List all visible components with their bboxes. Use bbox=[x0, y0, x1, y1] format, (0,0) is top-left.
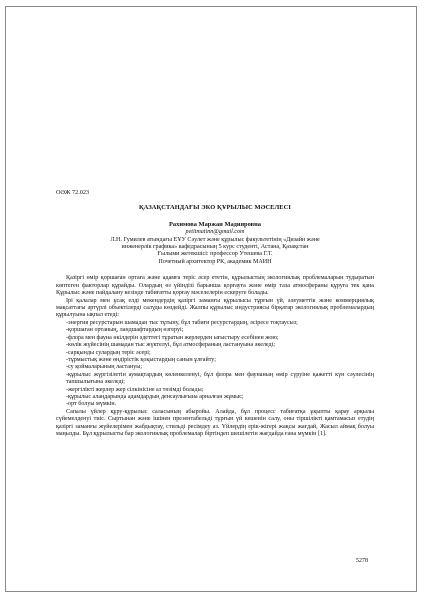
list-item: -құрылыс алаңдарында адамдардың денсаулығына арналған жұмыс; bbox=[66, 394, 244, 401]
body-paragraph: -энергия ресурстарын шамадан тыс тұтыну, бұл табиғи ресурстардың, әсіресе тоқтаусыз; bbox=[66, 319, 298, 326]
article-content bbox=[56, 189, 374, 439]
body-paragraph: Ірі қалалар мен ұсақ елді мекендердің қазіргі заманғы құрылысы тұрғын үй, әлеуметтік және коммерциялық мақсаттағы әртүрлі объектілерді салуды көздейді. Жалпы құрылыс индустриясы бірқатар экологиялық проблемалардың құрылуына ықпал етеді: bbox=[56, 297, 374, 319]
author-name: Рахимова Маржан Мадияровна bbox=[169, 221, 261, 229]
affiliation-line: Ғылыми жетекшісі: профессор Утешева Г.Т. bbox=[157, 251, 273, 258]
list-item: -тұрмыстық және өндірістік қоқыстардың санын ұлғайту; bbox=[66, 356, 216, 363]
list-item: -жергілікті жерлер жер сілкінісіне аз төзімді болады; bbox=[66, 386, 204, 393]
list-item: -орт болуы мүмкін. bbox=[66, 401, 117, 408]
closing-paragraph: Сапалы үйлер құру-құрылыс саласының абыройы. Алайда, бұл процесс табиғатқа ұқыпты қарау арқылы сүйемелденуі тиіс. Сыртынан және ішінен презентабельді тұрғын үй кешенін салу, оны тіршілікті қамтамасыз етудің қазіргі заманғы жүйелерімен жабдықтау, стильді ресімдеу аз. Үйлердің ерік-жігері жақсы жағдай, Жасыл аймақ болуы маңызды. Бұл құрылысты бар экологиялық проблемалар біртіндеп шешілетін жағдайда ғана мүмкін [1]. bbox=[56, 408, 374, 438]
affiliation-line: Почетный архитектор РК, академик МАИН bbox=[158, 258, 272, 265]
udc-code: ОӘЖ 72.023 bbox=[56, 189, 90, 196]
article-title: ҚАЗАҚСТАНДАҒЫ ЭКО ҚҰРЫЛЫС МӘСЕЛЕСІ bbox=[139, 203, 291, 211]
list-item: -су қоймаларының ластануы; bbox=[66, 364, 143, 371]
list-item: -қоршаған ортаның, ландшафтардың өзгеруі; bbox=[66, 327, 184, 334]
list-item: -сарқынды сулардың теріс әсері; bbox=[66, 349, 151, 356]
author-email[interactable]: petitmatinn@gmail.com bbox=[185, 229, 245, 236]
affiliation-line: Л.Н. Гумилев атындағы ЕҰУ Сәулет және құрылыс факультетінің «Дизайн және bbox=[110, 236, 320, 243]
list-item: -флора мен фауна өкілдерін әдеттегі тұратын жерлерден ығыстыру есебінен жою; bbox=[66, 334, 279, 341]
list-item: -құрылыс жүргізілетін аумақтардың көленкеленуі, бұл флора мен фаунаның өмір сүруіне қажетті күн сәулесінің тапшылығына әкеледі; bbox=[66, 371, 374, 386]
affiliation-block bbox=[56, 237, 374, 267]
body-paragraph: Қазіргі өмір қоршаған ортаға және адамға теріс әсер ететін, құрылыстың экологиялық проблемаларын тудыратын көптеген факторлар құрайды. Олардың өз үйіндізі барынша қорғауға және өмір таза атмосфераны құруға тек қана Құрылыс және пайдалану кезінде табиғатты қорғау мәселелерін ескеруге болады. bbox=[56, 275, 374, 297]
list-item: -көлік жүйесінің шамадан тыс жүктелуі, бұл атмосфераның ластануына әкеледі; bbox=[66, 342, 276, 349]
page-number: 5278 bbox=[355, 558, 368, 564]
affiliation-line: инженерлік графика» кафедрасының 5 курс студенті, Астана, Қазақстан bbox=[121, 244, 309, 251]
